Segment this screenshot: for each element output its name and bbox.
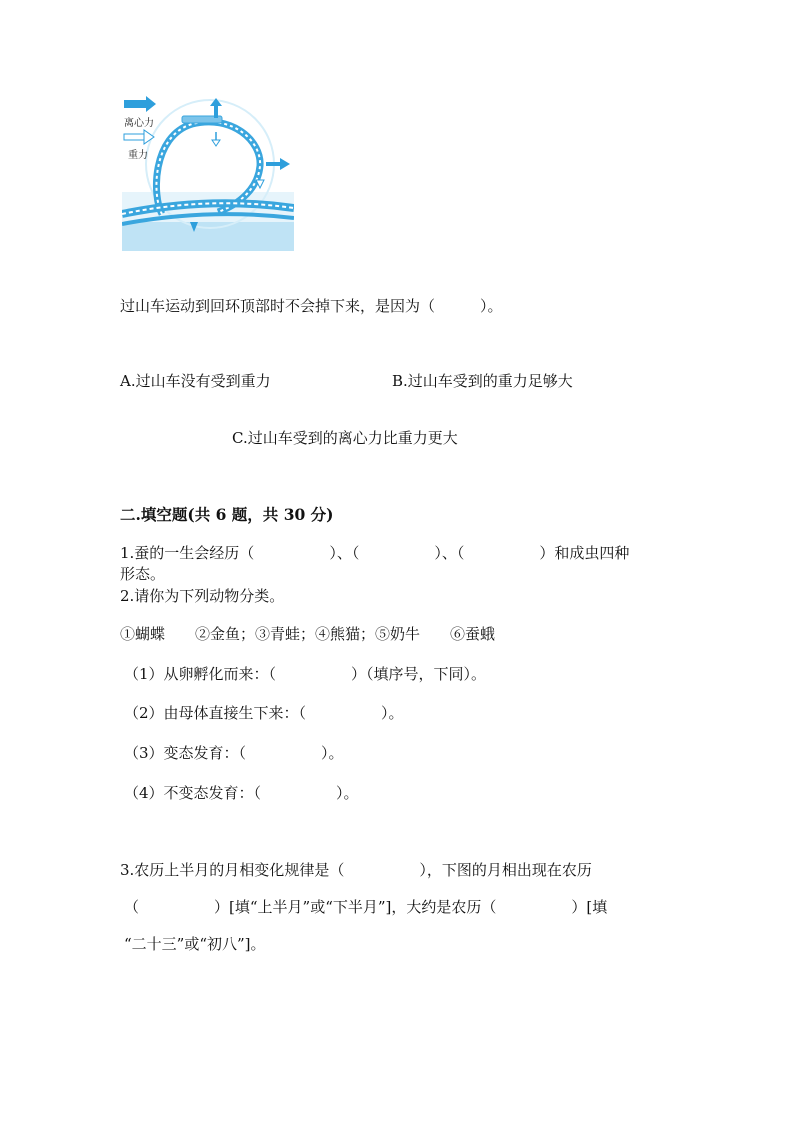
q2-sub1: （1）从卵孵化而来：（ ）（填序号，下同）。 — [124, 665, 487, 683]
q2-sub3: （3）变态发育：（ ）。 — [124, 744, 344, 762]
q3-line2: （ ）[填“上半月”或“下半月”]，大约是农历（ ）[填 — [124, 898, 608, 916]
q2-sub4: （4）不变态发育：（ ）。 — [124, 784, 359, 802]
q1-line1: 1.蚕的一生会经历（ ）、（ ）、（ ）和成虫四种 — [120, 544, 630, 562]
section-title: 二.填空题(共 6 题，共 30 分) — [120, 505, 334, 524]
q3-line1: 3.农历上半月的月相变化规律是（ ），下图的月相出现在农历 — [120, 861, 592, 879]
q2-title: 2.请你为下列动物分类。 — [120, 587, 285, 605]
q2-animal-list: ①蝴蝶 ②金鱼；③青蛙；④熊猫；⑤奶牛 ⑥蚕蛾 — [120, 625, 496, 643]
legend-centrifugal-arrow-head — [146, 96, 156, 112]
option-b[interactable]: B.过山车受到的重力足够大 — [392, 372, 573, 390]
roller-coaster-figure — [122, 96, 294, 251]
q1-line2: 形态。 — [120, 565, 166, 583]
q2-sub2: （2）由母体直接生下来：（ ）。 — [124, 704, 404, 722]
legend-centrifugal-label: 离心力 — [124, 118, 154, 129]
option-c[interactable]: C.过山车受到的离心力比重力更大 — [232, 429, 458, 447]
legend-centrifugal-arrow-shaft — [124, 100, 146, 108]
roller-coaster-illustration — [122, 96, 294, 251]
gravity-arrow-top-head — [212, 140, 220, 146]
centrifugal-arrow-right-head — [280, 158, 290, 170]
legend-gravity-label: 重力 — [128, 150, 148, 161]
q3-line3: “二十三”或“初八”]。 — [124, 935, 266, 953]
option-a[interactable]: A.过山车没有受到重力 — [120, 372, 271, 390]
question-stem: 过山车运动到回环顶部时不会掉下来，是因为（ ）。 — [120, 297, 503, 315]
legend-gravity-arrow-shaft — [124, 134, 144, 140]
